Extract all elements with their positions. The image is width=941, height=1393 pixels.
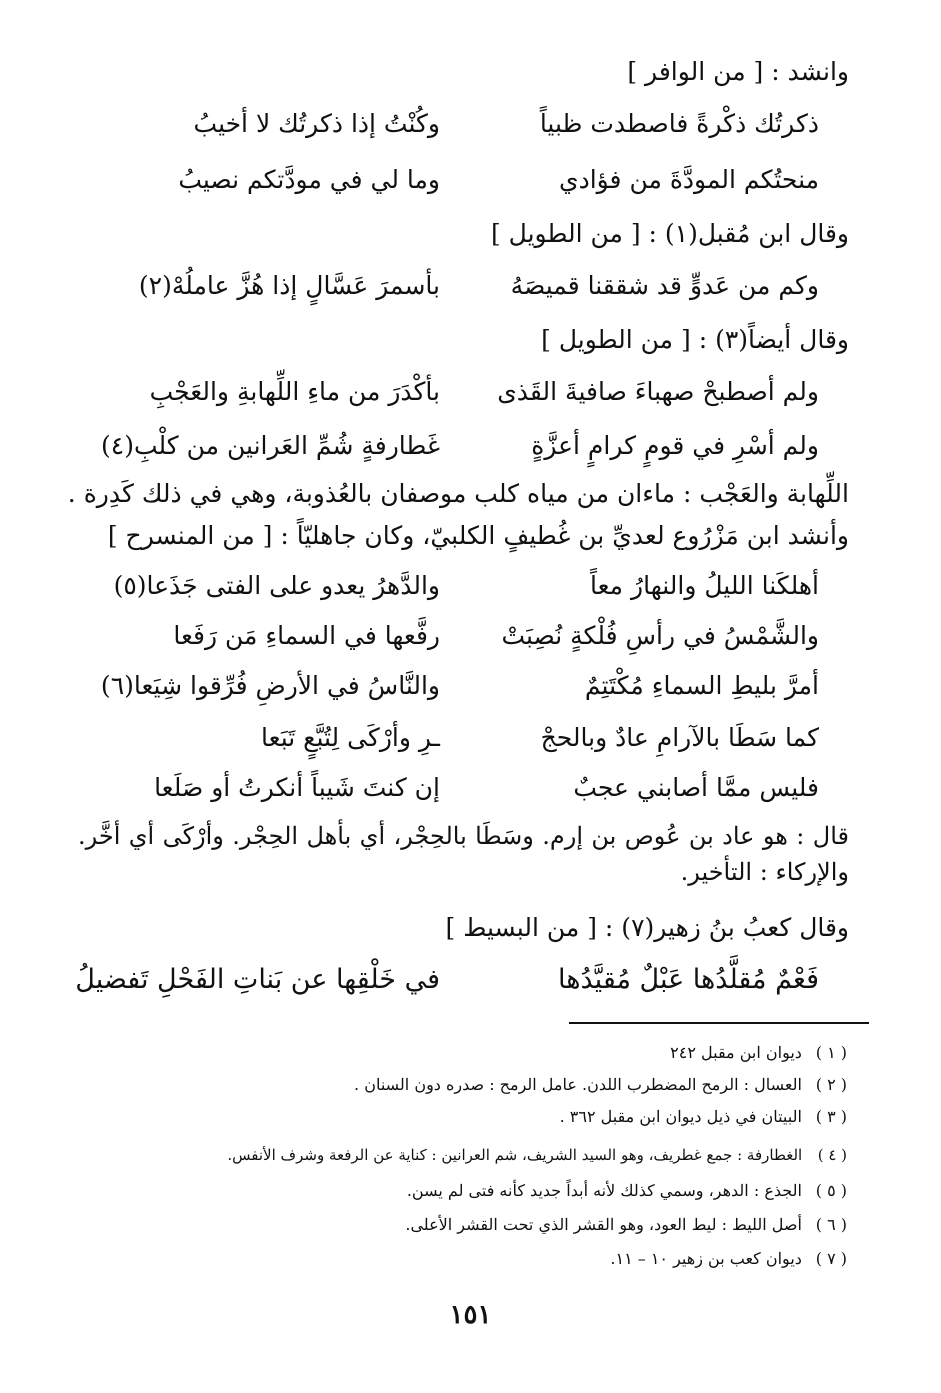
footnote	[78, 1176, 847, 1206]
second-hemistich: وكُنْتُ إذا ذكرتُك لا أخيبُ	[193, 109, 440, 138]
footnote-number: ( ٣ )	[815, 1107, 847, 1126]
second-hemistich: والنَّاسُ في الأرضِ فُرِّقوا شِيَعا(٦)	[100, 671, 440, 700]
footnote-text: البيتان في ذيل ديوان ابن مقبل ٣٦٢ .	[559, 1107, 802, 1126]
verse-intro: وقال أيضاً(٣) : [ من الطويل ]	[541, 325, 849, 354]
verse-intro: وانشد : [ من الوافر ]	[627, 57, 849, 86]
footnote-number: ( ٦ )	[815, 1215, 847, 1234]
footnote-number: ( ١ )	[815, 1043, 847, 1062]
verse-line	[75, 956, 849, 1004]
footnote-text: الغطارفة : جمع غطريف، وهو السيد الشريف، شم العرانين : كناية عن الرفعة وشرف الأنفس.	[227, 1146, 803, 1164]
verse-line	[100, 612, 849, 660]
footnote-number: ( ٢ )	[815, 1075, 847, 1094]
verse-line	[100, 422, 849, 470]
first-hemistich: ولم أصطبحْ صهباءَ صافيةَ القَذى	[497, 377, 819, 406]
second-hemistich: إن كنتَ شَيباً أنكرتُ أو صَلَعا	[154, 773, 440, 802]
first-hemistich: فليس ممَّا أصابني عجبٌ	[573, 773, 819, 802]
first-hemistich: أهلكَنا الليلُ والنهارُ معاً	[590, 571, 819, 600]
footnote-number: ( ٤ )	[817, 1146, 847, 1164]
second-hemistich: وما لي في مودَّتكم نصيبُ	[178, 165, 440, 194]
first-hemistich: منحتُكم المودَّةَ من فؤادي	[559, 165, 819, 194]
first-hemistich: ولم أسْرِ في قومٍ كرامٍ أعزَّةٍ	[531, 431, 819, 460]
footnote	[78, 1038, 847, 1068]
page-number: ١٥١	[449, 1300, 492, 1330]
first-hemistich: كما سَطَا بالآرامِ عادٌ وبالحجْ	[540, 723, 819, 752]
verse-line	[100, 156, 849, 204]
verse-intro: وأنشد ابن مَزْرُوع لعديِّ بن غُطيفٍ الكلبيّ، وكان جاهليّاً : [ من المنسرح ]	[107, 521, 849, 550]
footnote-text: العسال : الرمح المضطرب اللدن. عامل الرمح : صدره دون السنان .	[354, 1075, 802, 1094]
footnote-text: أصل الليط : ليط العود، وهو القشر الذي تحت القشر الأعلى.	[405, 1215, 802, 1234]
first-hemistich: والشَّمْسُ في رأسِ فُلْكةٍ نُصِبَتْ	[501, 621, 819, 650]
second-hemistich: في خَلْقِها عن بَناتِ الفَحْلِ تَفضيلُ	[75, 964, 440, 995]
verse-line	[100, 368, 849, 416]
prose-note: قال : هو عاد بن عُوص بن إرم. وسَطَا بالحِجْر، أي بأهل الحِجْر. وأرْكَى أي أخَّر. والإركاء : التأخير.	[78, 822, 849, 886]
second-hemistich: غَطارفةٍ شُمِّ العَرانين من كلْبِ(٤)	[101, 431, 440, 460]
footnote-text: ديوان ابن مقبل ٢٤٢	[670, 1043, 802, 1062]
footnote	[78, 1140, 847, 1170]
footnote-number: ( ٥ )	[815, 1181, 847, 1200]
footnote-text: الجذع : الدهر، وسمي كذلك لأنه أبداً جديد كأنه فتى لم يسن.	[406, 1181, 802, 1200]
second-hemistich: ـرِ وأرْكَى لِتُبَّعٍ تَبَعا	[261, 723, 440, 752]
footnote	[78, 1244, 847, 1274]
verse-line	[100, 100, 849, 148]
first-hemistich: فَعْمٌ مُقلَّدُها عَبْلٌ مُقيَّدُها	[558, 964, 819, 995]
second-hemistich: بأكْدَرَ من ماءِ اللِّهابةِ والعَجْبِ	[149, 377, 440, 406]
verse-line	[100, 662, 849, 710]
verse-line	[100, 714, 849, 762]
footnote	[78, 1070, 847, 1100]
verse-line	[100, 562, 849, 610]
first-hemistich: وكم من عَدوٍّ قد شققنا قميصَهُ	[510, 271, 819, 300]
footnote-text: ديوان كعب بن زهير ١٠ – ١١.	[610, 1249, 802, 1268]
footnote	[78, 1102, 847, 1132]
footnote-separator	[569, 1022, 869, 1024]
second-hemistich: والدَّهرُ يعدو على الفتى جَذَعا(٥)	[113, 571, 440, 600]
first-hemistich: ذكرتُك ذكْرةً فاصطدت ظبياً	[539, 109, 819, 138]
first-hemistich: أمرَّ بليطِ السماءِ مُكْتَتِمٌ	[584, 671, 819, 700]
verse-line	[100, 262, 849, 310]
verse-intro: وقال ابن مُقبل(١) : [ من الطويل ]	[490, 219, 849, 248]
verse-intro: وقال كعبُ بنُ زهير(٧) : [ من البسيط ]	[445, 913, 849, 942]
footnote-number: ( ٧ )	[815, 1249, 847, 1268]
prose-note: اللِّهابة والعَجْب : ماءان من مياه كلب موصفان بالعُذوبة، وهي في ذلك كَدِرة .	[67, 479, 849, 508]
verse-line	[100, 764, 849, 812]
footnote	[78, 1210, 847, 1240]
second-hemistich: بأسمرَ عَسَّالٍ إذا هُزَّ عاملُهْ(٢)	[138, 271, 440, 300]
second-hemistich: رفَّعها في السماءِ مَن رَفَعا	[173, 621, 440, 650]
